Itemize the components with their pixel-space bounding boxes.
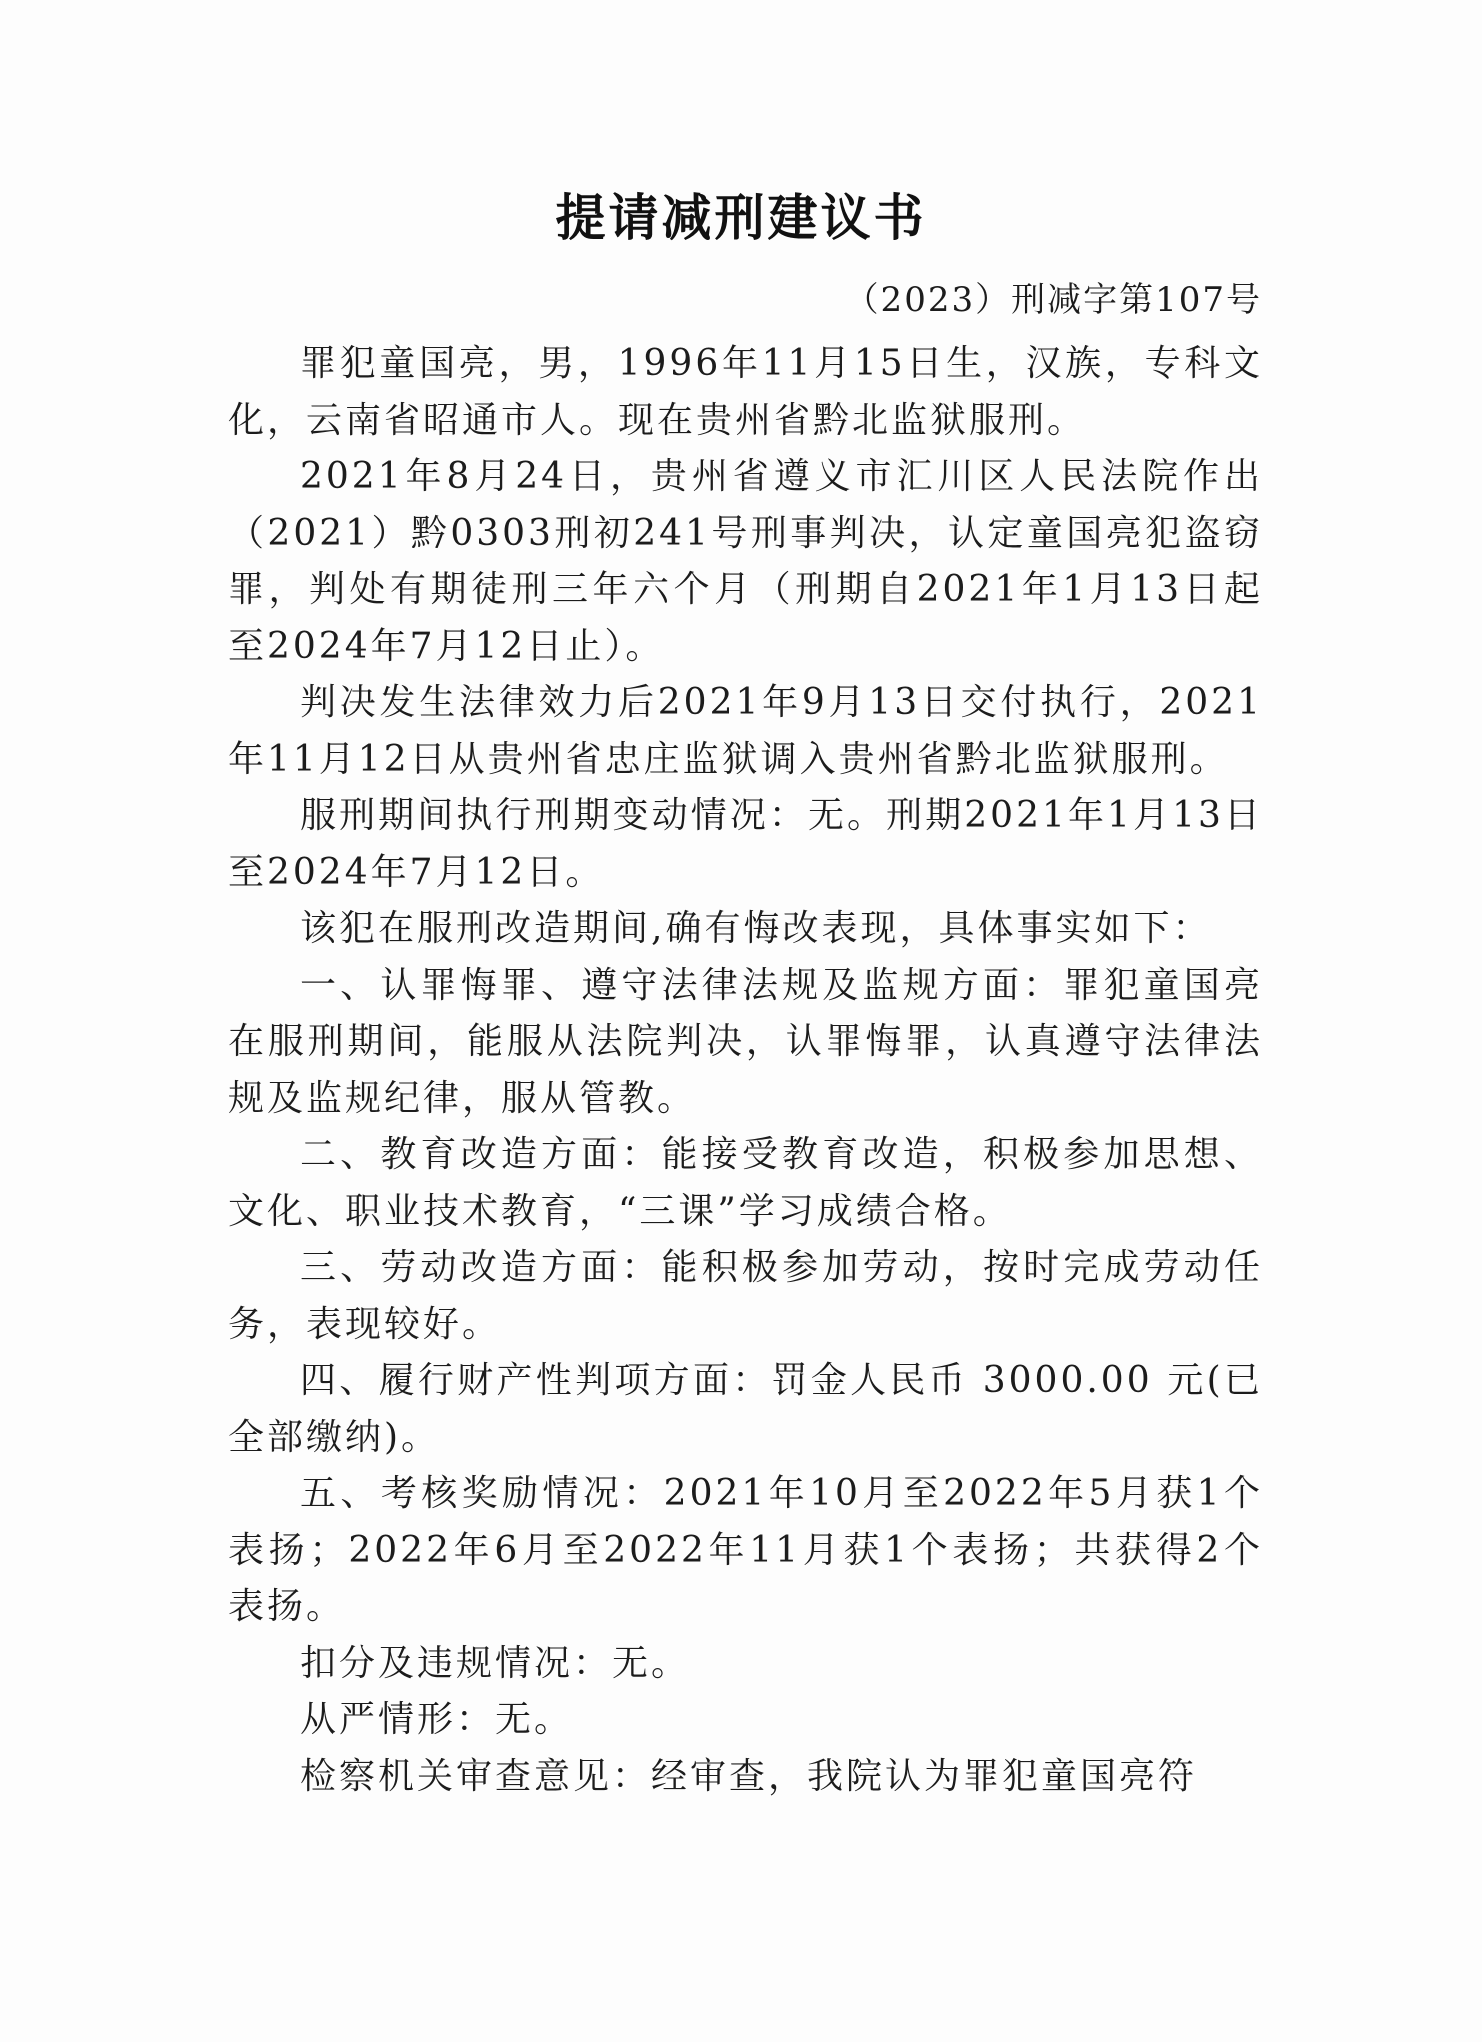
paragraph-judgment: 2021年8月24日，贵州省遵义市汇川区人民法院作出（2021）黔0303刑初241号刑事判决，认定童国亮犯盗窃罪，判处有期徒刑三年六个月（刑期自2021年1月13日起至2024年7月12日止）。 [228, 456, 1263, 667]
paragraph-sentence-change: 服刑期间执行刑期变动情况：无。刑期2021年1月13日至2024年7月12日。 [228, 795, 1263, 893]
paragraph-execution: 判决发生法律效力后2021年9月13日交付执行，2021年11月12日从贵州省忠庄监狱调入贵州省黔北监狱服刑。 [228, 682, 1263, 780]
paragraph-law-compliance: 一、认罪悔罪、遵守法律法规及监规方面：罪犯童国亮在服刑期间，能服从法院判决，认罪悔罪，认真遵守法律法规及监规纪律，服从管教。 [228, 964, 1263, 1119]
paragraph-criminal-info: 罪犯童国亮，男，1996年11月15日生，汉族，专科文化，云南省昭通市人。现在贵州省黔北监狱服刑。 [228, 343, 1263, 441]
document-title: 提请减刑建议书 [555, 189, 927, 247]
paragraph-education: 二、教育改造方面：能接受教育改造，积极参加思想、文化、职业技术教育，“三课”学习成绩合格。 [228, 1134, 1263, 1232]
paragraph-strict-circumstances: 从严情形：无。 [300, 1699, 574, 1740]
paragraph-labor: 三、劳动改造方面：能积极参加劳动，按时完成劳动任务，表现较好。 [228, 1247, 1263, 1345]
paragraph-facts-intro: 该犯在服刑改造期间,确有悔改表现，具体事实如下： [300, 908, 1212, 949]
paragraph-rewards: 五、考核奖励情况：2021年10月至2022年5月获1个表扬；2022年6月至2022年11月获1个表扬；共获得2个表扬。 [228, 1473, 1263, 1627]
paragraph-property: 四、履行财产性判项方面：罚金人民币 3000.00 元(已全部缴纳)。 [228, 1360, 1263, 1458]
document-number: （2023）刑减字第107号 [844, 280, 1262, 320]
document-body [228, 336, 1263, 1805]
paragraph-procuratorate-opinion: 检察机关审查意见：经审查，我院认为罪犯童国亮符 [300, 1755, 1198, 1797]
paragraph-deductions: 扣分及违规情况：无。 [300, 1642, 691, 1684]
